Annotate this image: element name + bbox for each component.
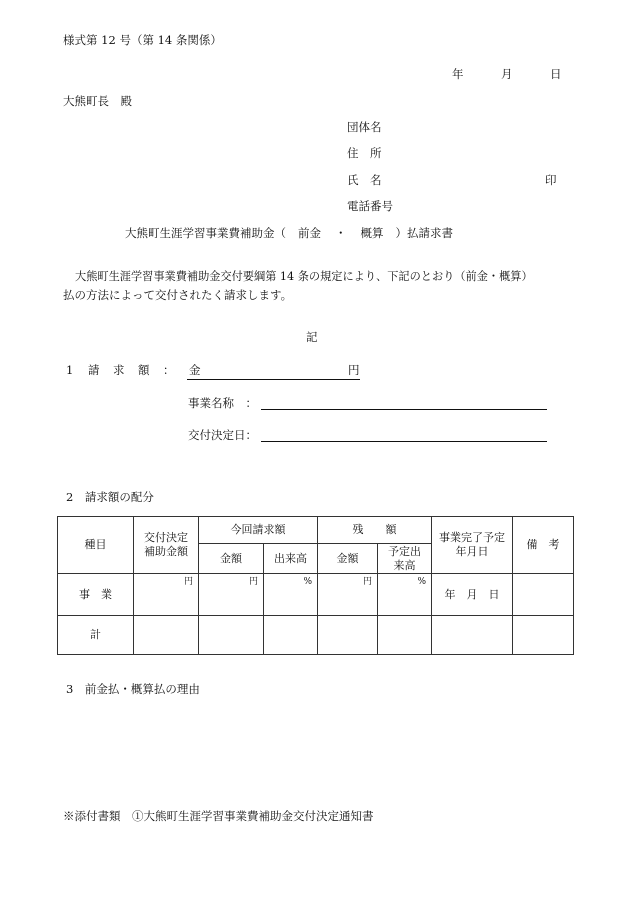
header-current-request: 今回請求額 — [199, 517, 318, 544]
project-name-label: 事業名称 ： — [188, 396, 257, 410]
section2-heading: 2 請求額の配分 — [66, 490, 154, 504]
address-label: 住 所 — [347, 146, 382, 160]
allocation-table — [57, 516, 574, 655]
unit-yen: 円 — [248, 577, 258, 587]
header-grant-amount — [134, 517, 199, 574]
title-option-advance: 前金 — [298, 226, 321, 240]
cell-planned-progress — [378, 574, 432, 616]
project-name-underline — [261, 409, 547, 410]
cell-current-progress — [264, 574, 318, 616]
unit-percent: % — [303, 577, 312, 587]
cell-total — [378, 616, 432, 655]
addressee: 大熊町長 殿 — [63, 94, 132, 108]
subheader-current-amount: 金額 — [199, 544, 264, 574]
header-type: 種目 — [58, 517, 134, 574]
title-dot: ・ — [335, 226, 347, 240]
unit-yen: 円 — [362, 577, 372, 587]
cell-current-amount — [199, 574, 264, 616]
body-text-line1: 大熊町生涯学習事業費補助金交付要綱第 14 条の規定により、下記のとおり（前金・概算） — [75, 270, 533, 283]
header-remarks: 備 考 — [513, 517, 574, 574]
name-label: 氏 名 — [347, 173, 382, 187]
title-option-estimate: 概算 — [360, 226, 384, 240]
title-main: 大熊町生涯学習事業費補助金（ — [125, 226, 286, 240]
row-project-label: 事 業 — [58, 574, 134, 616]
section1-number: 1 — [66, 363, 74, 377]
header-remaining: 残 額 — [318, 517, 432, 544]
cell-total — [432, 616, 513, 655]
cell-total — [134, 616, 199, 655]
subheader-remaining-amount: 金額 — [318, 544, 378, 574]
cell-total — [318, 616, 378, 655]
unit-yen: 円 — [183, 577, 193, 587]
header-grant-amount-text: 交付決定補助金額 — [144, 531, 188, 558]
cell-grant-amount — [134, 574, 199, 616]
cell-total — [199, 616, 264, 655]
cell-completion-date: 年 月 日 — [432, 574, 513, 616]
cell-total — [513, 616, 574, 655]
seal-label: 印 — [545, 173, 557, 187]
amount-unit: 円 — [348, 363, 360, 377]
unit-percent: % — [417, 577, 426, 587]
amount-prefix: 金 — [189, 363, 201, 377]
body-text-line2: 払の方法によって交付されたく請求します。 — [63, 288, 293, 302]
title-end: ）払請求書 — [395, 226, 453, 240]
cell-total — [264, 616, 318, 655]
attachments-note: ※添付書類 ①大熊町生涯学習事業費補助金交付決定通知書 — [63, 809, 374, 823]
cell-remarks — [513, 574, 574, 616]
row-total-label: 計 — [58, 616, 134, 655]
cell-remaining-amount — [318, 574, 378, 616]
document-title — [125, 228, 453, 240]
phone-label: 電話番号 — [347, 199, 393, 213]
subheader-current-progress: 出来高 — [264, 544, 318, 574]
section3-heading: 3 前金払・概算払の理由 — [66, 682, 200, 696]
request-amount-label: 請 求 額 ： — [88, 363, 176, 377]
date-month-label: 月 — [501, 67, 513, 81]
form-number: 様式第 12 号（第 14 条関係） — [63, 33, 222, 47]
header-completion-date-text: 事業完了予定年月日 — [439, 531, 505, 558]
amount-underline — [187, 379, 360, 380]
organization-label: 団体名 — [347, 120, 382, 134]
date-year-label: 年 — [452, 67, 464, 81]
decision-date-underline — [261, 441, 547, 442]
subheader-planned-progress — [378, 544, 432, 574]
header-completion-date — [432, 517, 513, 574]
date-day-label: 日 — [550, 67, 562, 81]
subheader-planned-progress-text: 予定出来高 — [388, 544, 421, 572]
decision-date-label: 交付決定日： — [188, 428, 257, 442]
ki-heading: 記 — [306, 330, 318, 344]
